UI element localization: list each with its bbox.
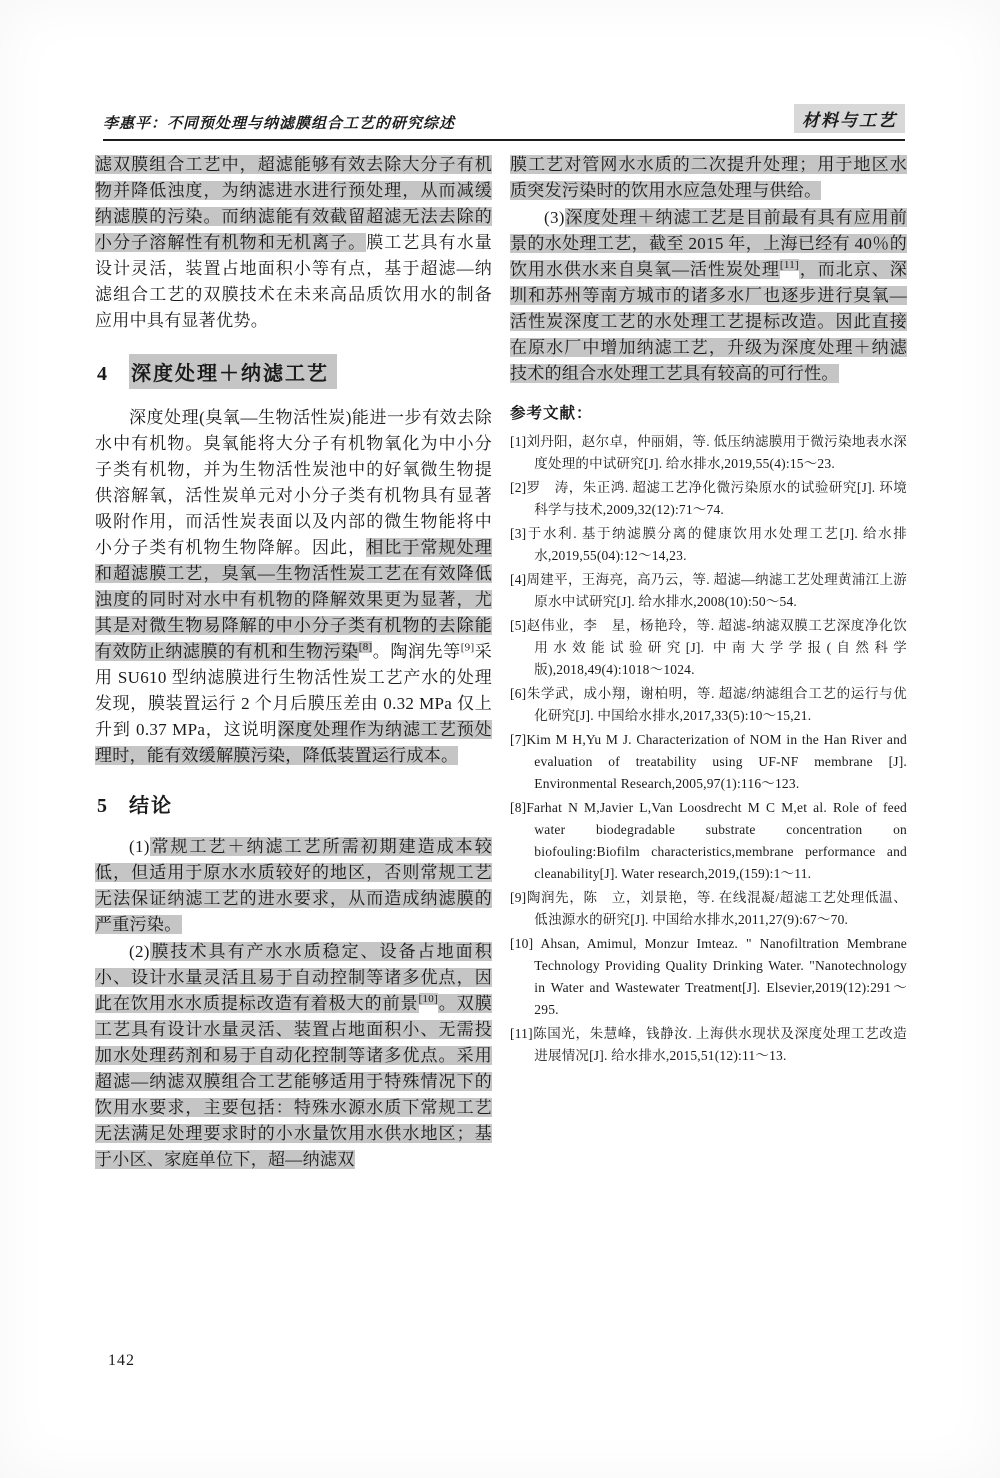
- reference-item: [2]罗 涛，朱正鸿. 超滤工艺净化微污染原水的试验研究[J]. 环境科学与技术,2009,32(12):71～74.: [510, 480, 907, 517]
- paragraph-conclusion-3: [510, 205, 907, 387]
- paragraph-continuation: [510, 152, 907, 204]
- paragraph-continuation: [95, 152, 492, 334]
- reference-item: [10] Ahsan, Amimul, Monzur Imteaz. " Nanofiltration Membrane Technology Providing Quality Drinking Water. "Nanotechnology in Water and Wastewater Treatment[J]. Elsevier,2019(12):291～295.: [510, 936, 908, 1017]
- citation-superscript: [11]: [779, 259, 800, 272]
- paragraph-conclusion-1: [95, 834, 492, 938]
- section-number: 4: [97, 363, 107, 385]
- reference-item: [11]陈国光，朱慧峰，钱静汝. 上海供水现状及深度处理工艺改造进展情况[J]. 给水排水,2015,51(12):11～13.: [510, 1026, 907, 1063]
- page-number: 142: [108, 1352, 135, 1369]
- text-segment: 常规工艺＋纳滤工艺所需初期建造成本较低，但适用于原水水质较好的地区，否则常规工艺无法保证纳滤工艺的进水要求，从而造成纳滤膜的严重污染。: [95, 837, 492, 934]
- references-heading: 参考文献：: [510, 405, 593, 422]
- text-segment: (2): [129, 942, 150, 961]
- reference-item: [3]于水利. 基于纳滤膜分离的健康饮用水处理工艺[J]. 给水排水,2019,55(04):12～14,23.: [510, 526, 907, 563]
- citation-superscript: [8]: [358, 641, 373, 654]
- reference-item: [4]周建平，王海亮，高乃云，等. 超滤—纳滤工艺处理黄浦江上游原水中试研究[J]. 给水排水,2008(10):50～54.: [510, 572, 907, 609]
- two-column-body: [95, 152, 907, 1173]
- paragraph-conclusion-2: [95, 939, 492, 1173]
- reference-item: [1]刘丹阳，赵尔卓，仲丽娟，等. 低压纳滤膜用于微污染地表水深度处理的中试研究[J]. 给水排水,2019,55(4):15～23.: [510, 434, 907, 471]
- section-heading-4: [97, 354, 492, 389]
- text-segment: 相比于常规处理和超滤膜工艺，臭氧—生物活性炭工艺在有效降低浊度的同时对水中有机物的降解效果更为显著，尤其是对微生物易降解的中小分子类有机物的去除能有效防止纳滤膜的有机和生物污染: [95, 538, 493, 661]
- reference-item: [9]陶润先，陈 立，刘景艳，等. 在线混凝/超滤工艺处理低温、低浊源水的研究[J]. 中国给水排水,2011,27(9):67～70.: [510, 890, 907, 927]
- text-segment: ，而北京、深圳和苏州等南方城市的诸多水厂也逐步进行臭氧—活性炭深度工艺的水处理工艺提标改造。因此直接在原水厂中增加纳滤工艺，升级为深度处理＋纳滤技术的组合水处理工艺具有较高的可行性。: [510, 260, 907, 383]
- citation-superscript: [9]: [460, 641, 475, 654]
- reference-item: [7]Kim M H,Yu M J. Characterization of NOM in the Han River and evaluation of treatability using UF-NF membrane [J]. Environmental Research,2005,97(1):116～123.: [510, 732, 907, 791]
- references-list: [510, 431, 907, 1067]
- section-title: 结论: [129, 795, 173, 817]
- paragraph-deep-treatment: [95, 405, 492, 769]
- right-column: [510, 152, 907, 1173]
- text-segment: 采用 SU610 型纳滤膜进行生物活性炭工艺产水的处理发现，膜装置运行 2 个月后膜压差由 0.32 MPa 仅上升到 0.37 MPa，这说明: [95, 642, 493, 739]
- running-title: 李惠平：不同预处理与纳滤膜组合工艺的研究综述: [103, 116, 456, 132]
- text-segment: 膜技术具有产水水质稳定、设备占地面积小、设计水量灵活且易于自动控制等诸多优点，因此在饮用水水质提标改造有着极大的前景: [95, 942, 492, 1013]
- text-segment: 深度处理(臭氧—生物活性炭)能进一步有效去除水中有机物。臭氧能将大分子有机物氧化为中小分子类有机物，并为生物活性炭池中的好氧微生物提供溶解氧，活性炭单元对小分子类有机物具有显著吸附作用，而活性炭表面以及内部的微生物能将中小分子类有机物生物降解。因此，: [95, 408, 492, 557]
- reference-item: [8]Farhat N M,Javier L,Van Loosdrecht M C M,et al. Role of feed water biodegradable substrate concentration on biofouling:Biofilm characteristics,membrane performance and cleanability[J]. Water research,2019,(159):1～11.: [510, 800, 907, 881]
- text-segment: 。陶润先等: [372, 642, 461, 661]
- section-title: 深度处理＋纳滤工艺: [129, 354, 337, 389]
- citation-superscript: [10]: [418, 993, 439, 1006]
- text-segment: 滤双膜组合工艺中，超滤能够有效去除大分子有机物并降低浊度，为纳滤进水进行预处理，从而减缓纳滤膜的污染。: [95, 155, 492, 226]
- text-segment: 深度处理＋纳滤工艺是目前最有具有应用前景的水处理工艺，截至 2015 年，上海已经有 40％的饮用水供水来自臭氧—活性炭处理: [510, 208, 907, 279]
- section-number: 5: [97, 795, 107, 817]
- section-heading-5: [97, 789, 492, 818]
- reference-item: [6]朱学武，成小翔，谢柏明，等. 超滤/纳滤组合工艺的运行与优化研究[J]. 中国给水排水,2017,33(5):10～15,21.: [510, 686, 907, 723]
- text-segment: 。双膜工艺具有设计水量灵活、装置占地面积小、无需投加水处理药剂和易于自动化控制等诸多优点。采用超滤—纳滤双膜组合工艺能够适用于特殊情况下的饮用水要求，主要包括：特殊水源水质下常规工艺无法满足处理要求时的小水量饮用水供水地区；基于小区、家庭单位下，超—纳滤双: [95, 994, 493, 1169]
- journal-section-label: 材料与工艺: [794, 104, 905, 133]
- text-segment: 膜工艺对管网水水质的二次提升处理；用于地区水质突发污染时的饮用水应急处理与供给。: [510, 155, 907, 200]
- page-header: [103, 104, 905, 141]
- left-column: [95, 152, 492, 1173]
- text-segment: (3): [544, 208, 565, 227]
- text-segment: 膜工艺具有水量设计灵活，装置占地面积小等有点，基于超滤—纳滤组合工艺的双膜技术在未来高品质饮用水的制备应用中具有显著优势。: [95, 233, 493, 330]
- text-segment: 深度处理作为纳滤工艺预处理时，能有效缓解膜污染，降低装置运行成本。: [95, 720, 492, 765]
- reference-item: [5]赵伟业，李 星，杨艳玲，等. 超滤-纳滤双膜工艺深度净化饮用水效能试验研究[J]. 中南大学学报(自然科学版),2018,49(4):1018～1024.: [510, 618, 907, 677]
- text-segment: 而纳滤能有效截留超滤无法去除的小分子溶解性有机物和无机离子。: [95, 207, 493, 252]
- text-segment: (1): [129, 837, 150, 856]
